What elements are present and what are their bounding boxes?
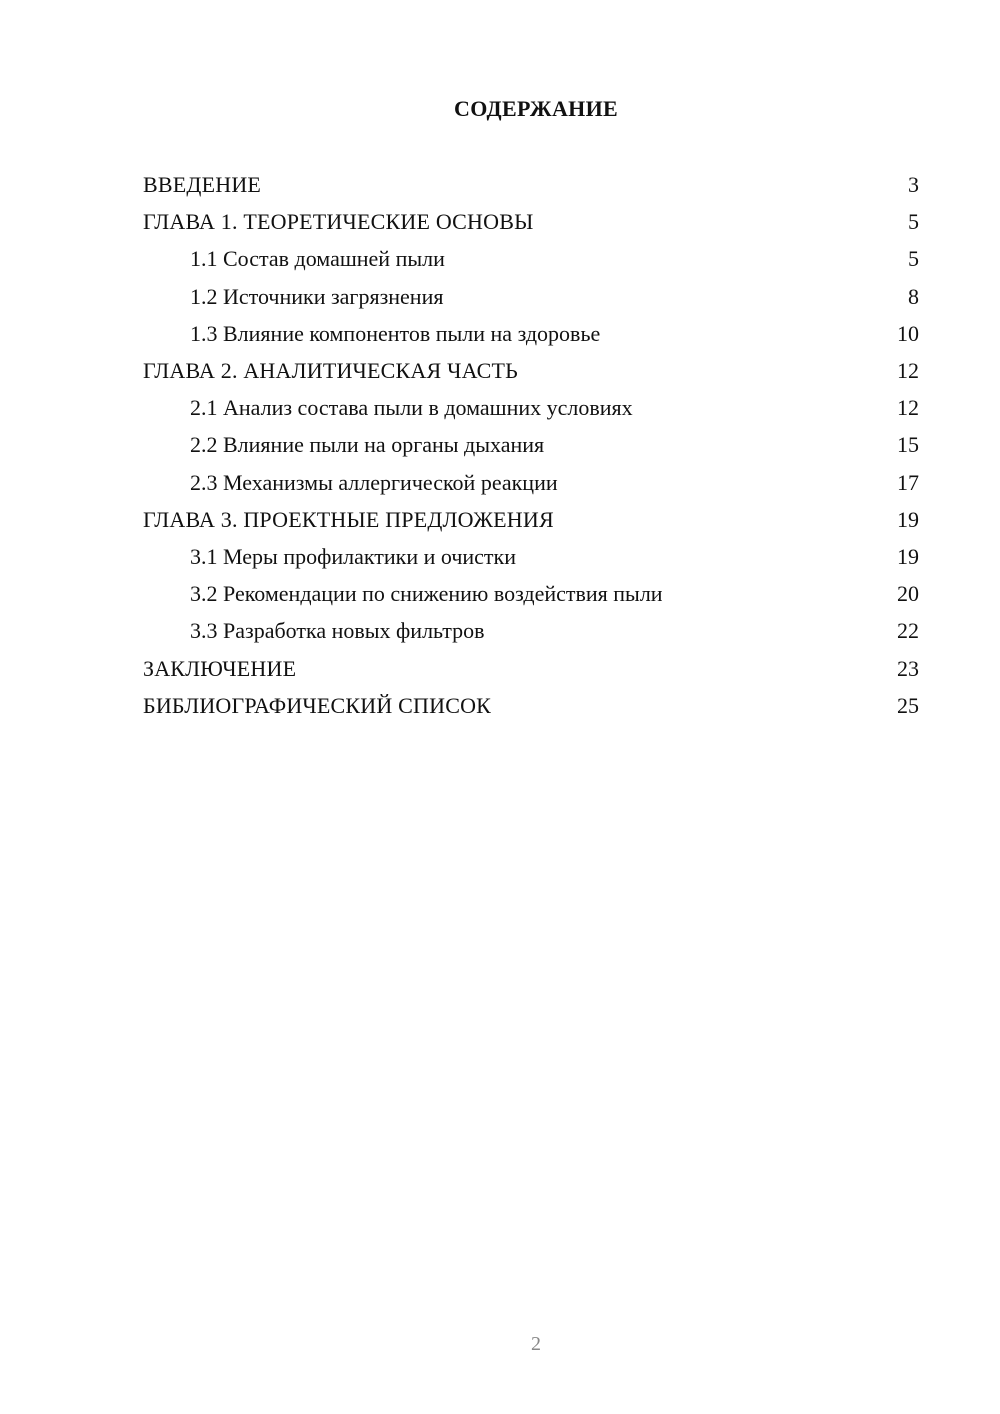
toc-entry[interactable] [143,538,919,575]
toc-entry-label: 2.1 Анализ состава пыли в домашних условиях [190,395,633,421]
toc-entry-page: 23 [897,655,919,681]
toc-entry-page: 22 [897,618,919,644]
toc-entry-label: ГЛАВА 2. АНАЛИТИЧЕСКАЯ ЧАСТЬ [143,358,518,384]
toc-entry-page: 10 [897,320,919,346]
toc-entry[interactable] [143,687,919,724]
toc-entry[interactable] [143,166,919,203]
toc-entry-label: ВВЕДЕНИЕ [143,172,262,198]
toc-entry[interactable] [143,612,919,649]
toc-entry[interactable] [143,649,919,686]
toc-entry-label: 1.3 Влияние компонентов пыли на здоровье [190,320,601,346]
toc-entry-label: 3.2 Рекомендации по снижению воздействия пыли [190,581,663,607]
toc-entry[interactable] [143,315,919,352]
toc-entry-page: 3 [908,172,919,198]
toc-entry[interactable] [143,464,919,501]
toc-entry-label: 3.3 Разработка новых фильтров [190,618,485,644]
toc-entry[interactable] [143,278,919,315]
toc-entry-page: 17 [897,469,919,495]
toc-entry[interactable] [143,575,919,612]
toc-entry-label: ГЛАВА 1. ТЕОРЕТИЧЕСКИЕ ОСНОВЫ [143,209,534,235]
toc-entry-page: 19 [897,506,919,532]
page-number: 2 [531,1333,541,1355]
toc-entry-label: 2.2 Влияние пыли на органы дыхания [190,432,545,458]
toc-entry-label: 2.3 Механизмы аллергической реакции [190,469,558,495]
toc-entry-page: 15 [897,432,919,458]
toc-entry-label: 3.1 Меры профилактики и очистки [190,543,516,569]
toc-entry-page: 25 [897,692,919,718]
toc-entry[interactable] [143,203,919,240]
toc-entry[interactable] [143,389,919,426]
toc-entry[interactable] [143,352,919,389]
toc-entry-label: ЗАКЛЮЧЕНИЕ [143,655,297,681]
toc-entry-label: 1.1 Состав домашней пыли [190,246,445,272]
toc-entry[interactable] [143,426,919,463]
toc-entry-label: ГЛАВА 3. ПРОЕКТНЫЕ ПРЕДЛОЖЕНИЯ [143,506,554,532]
toc-entry[interactable] [143,240,919,277]
toc-entry-page: 19 [897,543,919,569]
table-of-contents [143,166,919,724]
toc-entry-page: 8 [908,283,919,309]
page-title: СОДЕРЖАНИЕ [454,96,618,121]
toc-entry-label: БИБЛИОГРАФИЧЕСКИЙ СПИСОК [143,692,492,718]
toc-entry-page: 12 [897,358,919,384]
toc-entry-page: 5 [908,209,919,235]
toc-entry-page: 5 [908,246,919,272]
toc-entry[interactable] [143,501,919,538]
toc-entry-page: 20 [897,581,919,607]
toc-entry-label: 1.2 Источники загрязнения [190,283,444,309]
toc-entry-page: 12 [897,395,919,421]
